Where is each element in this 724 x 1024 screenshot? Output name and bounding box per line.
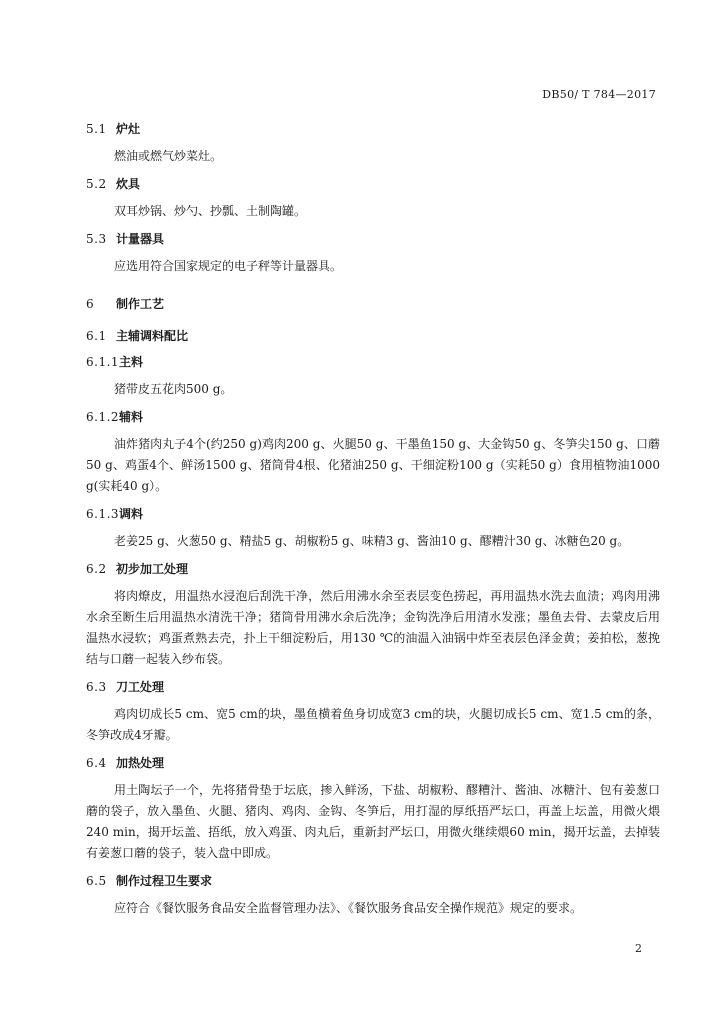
section-paragraph: 双耳炒锅、炒勺、抄瓢、土制陶罐。 — [114, 204, 307, 218]
section-title: 计量器具 — [116, 232, 165, 246]
section-title: 初步加工处理 — [116, 562, 189, 576]
section-title: 刀工处理 — [116, 680, 165, 694]
section-number: 6.1 — [86, 329, 107, 343]
section-paragraph: 应符合《餐饮服务食品安全监督管理办法》、《餐饮服务食品安全操作规范》规定的要求。 — [114, 901, 583, 915]
section-title: 炉灶 — [116, 122, 141, 136]
section-number: 5.1 — [86, 122, 107, 136]
section-paragraph: 鸡肉切成长5 cm、宽5 cm的块，墨鱼横着鱼身切成宽3 cm的块，火腿切成长5 cm、宽1.5 cm的条，冬笋改成4牙瓣。 — [86, 707, 660, 742]
section-number: 5.3 — [86, 232, 107, 246]
section-heading — [86, 408, 660, 426]
section-heading — [86, 120, 660, 138]
section-number: 6.3 — [86, 680, 107, 694]
section-paragraph: 应选用符合国家规定的电子秤等计量器具。 — [114, 259, 343, 273]
page-number: 2 — [635, 942, 642, 955]
section-paragraph: 将肉燎皮，用温热水浸泡后刮洗干净，然后用沸水余至表层变色捞起，再用温热水洗去血渍；鸡肉用沸水余至断生后用温热水清洗干净；猪筒骨用沸水余后洗净；金钩洗净后用清水发涨；墨鱼去骨、去蒙皮后用温热水浸软；鸡蛋煮熟去壳，扑上干细淀粉后，用130 ℃的油温入油锅中炸至表层色泽金黄；姜拍松，葱挽结与口蘑一起装入纱布袋。 — [86, 589, 660, 666]
section-number: 6.2 — [86, 562, 107, 576]
section-number: 6.1.1 — [86, 355, 120, 369]
section-paragraph: 猪带皮五花肉500 g。 — [114, 382, 233, 396]
section-paragraph: 油炸猪肉丸子4个(约250 g)鸡肉200 g、火腿50 g、干墨鱼150 g、大金钩50 g、冬笋尖150 g、口蘑50 g、鸡蛋4个、鲜汤1500 g、猪筒骨4根、化猪油250 g、干细淀粉100 g（实耗50 g）食用植物油1000 g(实耗40 g）。 — [86, 437, 660, 493]
document-code-header: DB50/ T 784—2017 — [542, 88, 656, 101]
section-paragraph: 用土陶坛子一个，先将猪骨垫于坛底，掺入鲜汤，下盐、胡椒粉、醪糟汁、酱油、冰糖汁、包有姜葱口蘑的袋子，放入墨鱼、火腿、猪肉、鸡肉、金钩、冬笋后，用打湿的厚纸捂严坛口，再盖上坛盖，用微火煨240 min，揭开坛盖、捂纸，放入鸡蛋、肉丸后，重新封严坛口，用微火继续煨60 min，揭开坛盖，去掉装有姜葱口蘑的袋子，装入盘中即成。 — [86, 783, 660, 860]
section-heading — [86, 175, 660, 193]
section-title: 炊具 — [116, 177, 141, 191]
section-number: 6.5 — [86, 874, 107, 888]
section-heading — [86, 295, 660, 313]
section-paragraph: 老姜25 g、火葱50 g、精盐5 g、胡椒粉5 g、味精3 g、酱油10 g、醪糟汁30 g、冰糖色20 g。 — [114, 534, 630, 548]
section-title: 主料 — [119, 355, 144, 369]
section-heading — [86, 560, 660, 578]
section-title: 制作过程卫生要求 — [116, 874, 213, 888]
section-heading — [86, 872, 660, 890]
section-title: 制作工艺 — [116, 297, 165, 311]
section-title: 主辅调料配比 — [116, 329, 189, 343]
section-heading — [86, 327, 660, 345]
document-body — [86, 112, 660, 925]
section-title: 加热处理 — [116, 756, 165, 770]
section-title: 辅料 — [119, 410, 144, 424]
section-heading — [86, 230, 660, 248]
section-number: 6.4 — [86, 756, 107, 770]
section-heading — [86, 353, 660, 371]
section-heading — [86, 678, 660, 696]
section-number: 5.2 — [86, 177, 107, 191]
section-number: 6.1.2 — [86, 410, 120, 424]
section-number: 6.1.3 — [86, 507, 120, 521]
section-heading — [86, 754, 660, 772]
section-paragraph: 燃油或燃气炒菜灶。 — [114, 149, 223, 163]
section-heading — [86, 505, 660, 523]
section-number: 6 — [86, 297, 95, 311]
section-title: 调料 — [119, 507, 144, 521]
